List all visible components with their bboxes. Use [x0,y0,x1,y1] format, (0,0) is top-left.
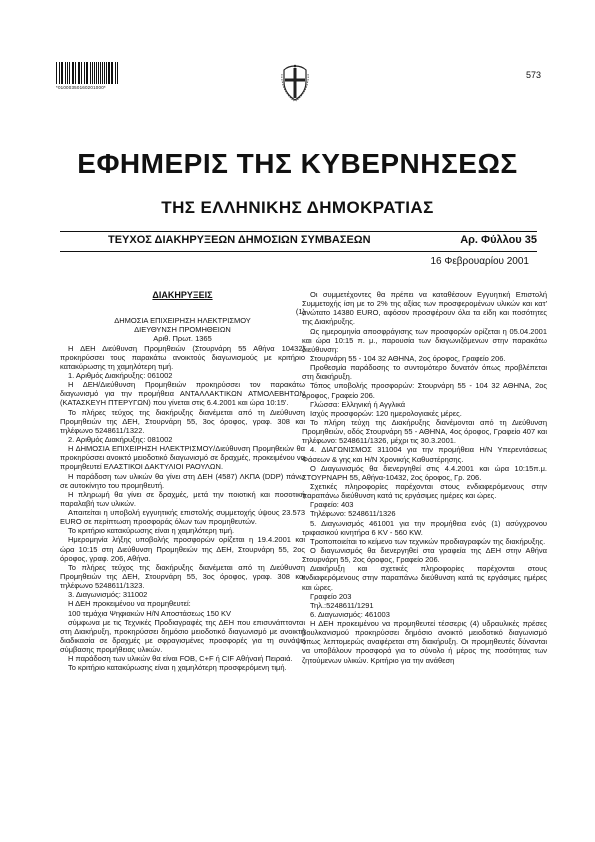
barcode-bar [61,62,62,84]
paragraph: Ισχύς προσφορών: 120 ημερολογιακές μέρες. [310,408,462,418]
issue-row [108,234,537,246]
right-paragraphs [302,290,547,665]
paragraph: Η ΔΕΗ προκειμένου να προμηθευτεί: [68,599,191,609]
paragraph: 6. Διαγωνισμός: 461003 [310,609,390,619]
paragraph: Η παράδοση των υλικών θα είναι FOB, C+F ή CIF Αθήναιή Πειραιά. [68,654,293,664]
barcode [56,62,118,90]
barcode-bar [81,62,82,84]
paragraph: Γλώσσα: Ελληνική ή Αγγλικά [310,399,406,409]
paragraph: Ως ημερομηνία αποσφράγισης των προσφορών ορίζεται η 05.04.2001 και ώρα 10:15 π. μ., παρουσία των διαγωνιζόμενων στην παρακάτω διεύθυνση: [302,326,547,354]
paragraph: Προθεσμία παράδοσης το συντομότερο δυνατόν όπως προβλέπεται στη διακήρυξη. [302,363,547,382]
section-heading: ΔΙΑΚΗΡΥΞΕΙΣ [152,290,213,300]
paragraph: Η παράδοση των υλικών θα γίνει στη ΔΕΗ (4587) ΛΚΠΑ (DDP) πάνω σε αυτοκίνητο του προμηθευτή. [60,471,305,490]
barcode-bar [79,62,80,84]
barcode-bar [108,62,110,84]
issue-type: ΤΕΥΧΟΣ ΔΙΑΚΗΡΥΞΕΩΝ ΔΗΜΟΣΙΩΝ ΣΥΜΒΑΣΕΩΝ [108,234,371,246]
barcode-number: *01000350160201000* [56,85,106,90]
paragraph: Οι συμμετέχοντες θα πρέπει να καταθέσουν Εγγυητική Επιστολή Συμμετοχής ίση με το 2% της αξίας των προσφερομένων υλικών και κατ' ανώτατο 14380 EURO, αφόσον προσφέρουν όλα τα είδη και ποσότητες της Διακήρυξης. [302,290,547,327]
gazette-title: ΕΦΗΜΕΡΙΣ ΤΗΣ ΚΥΒΕΡΝΗΣΕΩΣ [77,148,518,179]
barcode-bar [98,62,99,84]
barcode-bar [111,62,112,84]
paragraph: Το πλήρες τεύχος της διακήρυξης διανέμεται από τη Διεύθυνση Προμηθειών της ΔΕΗ, Στουρνάρη 55, 3ος όροφος, γραφ. 308 και τηλέφωνο 5248611/1322. [60,407,305,435]
gazette-subtitle: ΤΗΣ ΕΛΛΗΝΙΚΗΣ ΔΗΜΟΚΡΑΤΙΑΣ [161,198,434,217]
barcode-bar [56,62,57,84]
paragraph: Η πληρωμή θα γίνει σε δραχμές, μετά την ποιοτική και ποσοτική παραλαβή των υλικών. [60,489,305,508]
paragraph: Τηλ.:5248611/1291 [310,600,374,610]
issue-date: 16 Φεβρουαρίου 2001 [430,256,529,267]
barcode-bar [62,62,63,84]
paragraph: Σχετικές πληροφορίες παρέχονται στους ενδιαφερόμενους στην παραπάνω διεύθυνση κατά τις εργάσιμες ημέρες και ώρες. [302,481,547,501]
paragraph: Γραφείο 203 [310,591,352,601]
left-paragraphs [60,344,305,673]
barcode-bar [67,62,69,84]
paragraph: Τροποποιείται το κείμενο των τεχνικών προδιαγραφών της διακήρυξης. [310,536,546,546]
barcode-bar [59,62,60,84]
paragraph: 2. Αριθμός Διακήρυξης: 081002 [68,434,173,444]
right-column [302,290,547,665]
barcode-bar [72,62,73,84]
paragraph: Τηλέφωνο: 5248611/1326 [310,509,396,519]
paragraph: 5. Διαγωνισμός 461001 για την προμήθεια ενός (1) ασύγχρονου τριφασικού κινητήρα 6 KV - 560 KW. [302,518,547,537]
paragraph: Ο διαγωνισμός θα διενεργηθεί στα γραφεία της ΔΕΗ στην Αθήνα Στουρνάρη 55, 2ος όροφος, Γραφείο 206. [302,545,547,565]
barcode-bar [94,62,95,84]
left-column [60,290,305,673]
barcode-bar [104,62,105,84]
barcode-bar [106,62,107,84]
barcode-bars [56,62,118,84]
paragraph: Γραφείο: 403 [310,500,354,510]
barcode-bar [117,62,118,84]
page-number: 573 [525,70,541,80]
barcode-bar [78,62,79,84]
paragraph: Απαιτείται η υποβολή εγγυητικής επιστολής συμμετοχής ύψους 23.573 EURO σε περίπτωση προσφοράς όλων των προμηθευτών. [60,508,305,527]
org-department: ΔΙΕΥΘΥΝΣΗ ΠΡΟΜΗΘΕΙΩΝ [134,325,231,335]
paragraph: Στουρνάρη 55 - 104 32 ΑΘΗΝΑ, 2ος όροφος, Γραφείο 206. [310,353,506,363]
org-name: ΔΗΜΟΣΙΑ ΕΠΙΧΕΙΡΗΣΗ ΗΛΕΚΤΡΙΣΜΟΥ [114,316,251,326]
paragraph: Το πλήρη τεύχη της Διακήρυξης διανέμονται από τη Διεύθυνση Προμηθειών, οδός Στουρνάρη 55 - ΑΘΗΝΑ, 4ος όροφος, Γραφείο 407 και τηλέφωνο: 5248611/1326, μέχρι τις 30.3.2001. [302,417,547,446]
paragraph: Τόπος υποβολής προσφορών: Στουρνάρη 55 - 104 32 ΑΘΗΝΑ, 2ος όροφος, Γραφείο 206. [302,381,547,400]
top-divider [60,231,537,232]
sheet-number: Αρ. Φύλλου 35 [460,234,537,246]
paragraph: 3. Διαγωνισμός: 311002 [68,590,148,600]
barcode-bar [86,62,87,84]
barcode-bar [90,62,92,84]
paragraph: Διακήρυξη και σχετικές πληροφορίες παρέχονται στους ενδιαφερόμενους στην παραπάνω διεύθυνση κατά τις εργάσιμες ημέρες και ώρες. [302,564,547,592]
barcode-bar [100,62,101,84]
paragraph: 4. ΔΙΑΓΩΝΙΣΜΟΣ 311004 για την προμήθεια Η/Ν Υπερεντάσεως Φάσεων & γης και Η/Ν Χρονικής Καθυστέρησης. [302,445,547,464]
paragraph: Ο Διαγωνισμός θα διενεργηθεί στις 4.4.2001 και ώρα 10:15π.μ. ΣΤΟΥΡΝΑΡΗ 55, Αθήνα-10432, 2ος όροφος, Γρ. 206. [302,463,547,482]
paragraph: Το πλήρες τεύχος της διακήρυξης διανέμεται από τη Διεύθυνση Προμηθειών της ΔΕΗ, Στουρνάρη 55, 3ος όροφος, γραφ. 308 και τηλέφωνο 5248611/1323. [60,562,305,591]
paragraph: Ημερομηνία λήξης υποβολής προσφορών ορίζεται η 19.4.2001 και ώρα 10:15 στη Διεύθυνση Προμηθειών της ΔΕΗ, Στουρνάρη 55, 2ος όροφος, γραφ. 206, Αθήνα. [60,535,305,563]
protocol-number: Αριθ. Πρωτ. 1365 [153,334,212,344]
paragraph: σύμφωνα με τις Τεχνικές Προδιαγραφές της ΔΕΗ που επισυνάπτονται στη Διακήρυξη, προκηρύσσει δημόσιο μειοδοτικό διαγωνισμό με ανοικτή διαδικασία σε δραχμές με σφραγισμένες προσφορές για τη συνάψη σύμβασης προμήθειας υλικών. [60,617,305,655]
barcode-bar [87,62,88,84]
barcode-bar [96,62,97,84]
notice-number: (1) [295,306,305,316]
barcode-bar [115,62,116,84]
paragraph: Το κριτήριο κατακύρωσης είναι η χαμηλότερη προσφερόμενη τιμή. [68,663,287,673]
paragraph: 1. Αριθμός Διακήρυξης: 061002 [68,370,173,380]
paragraph: Η ΔΕΗ Διεύθυνση Προμηθειών (Στουρνάρη 55 Αθήνα 10432) προκηρύσσει τους παρακάτω ανοικτούς διαγωνισμούς με κριτήριο κατακύρωσης τη χαμηλότερη τιμή. [60,343,305,371]
paragraph: Η ΔΗΜΟΣΙΑ ΕΠΙΧΕΙΡΗΣΗ ΗΛΕΚΤΡΙΣΜΟΥ/Διεύθυνση Προμηθειών θα προκηρύσσει ανοικτό μειοδοτικό διαγωνισμό σε δραχμές, προκειμένου να προμηθευτεί ΕΛΑΣΤΙΚΟΙ ΔΑΚΤΥΛΙΟΙ ΡΑΟΥΛΩΝ. [60,444,305,472]
paragraph: Η ΔΕΗ/Διεύθυνση Προμηθειών προκηρύσσει τον παρακάτω διαγωνισμό για την προμήθεια ΑΝΤΑΛΛΑΚΤΙΚΩΝ ΑΤΜΟΛΕΒΗΤΩΝ (ΚΑΤΑΣΚΕΥΗ ΠΤΕΡΥΓΩΝ) που γίνεται στις 6.4.2001 και ώρα 10:15'. [60,380,305,408]
barcode-bar [75,62,76,84]
barcode-bar [84,62,85,84]
barcode-bar [65,62,66,84]
paragraph: Το κριτήριο κατακύρωσης είναι η χαμηλότερη τιμή. [68,526,235,536]
greek-coat-of-arms-icon [280,64,310,102]
barcode-bar [73,62,74,84]
barcode-bar [92,62,93,84]
paragraph: Η ΔΕΗ προκειμένου να προμηθευτεί τέσσερις (4) υδραυλικές πρέσες βουλκανισμού προκηρύσσει δημόσιο ανοικτό μειοδοτικό διαγωνισμό όπως λεπτομερώς αναφέρεται στη διακήρυξη. Οι προμηθευτές δύνανται να υποβάλουν προσφορά για το σύνολο ή μέρος της ποσότητας των ζητούμενων υλικών. Κριτήριο για την ανάθεση [302,619,547,665]
bottom-divider [60,251,537,252]
paragraph: 100 τεμάχια Ψηφιακών Η/Ν Αποστάσεως 150 KV [68,608,232,618]
barcode-bar [69,62,70,84]
barcode-bar [112,62,113,84]
barcode-bar [102,62,103,84]
